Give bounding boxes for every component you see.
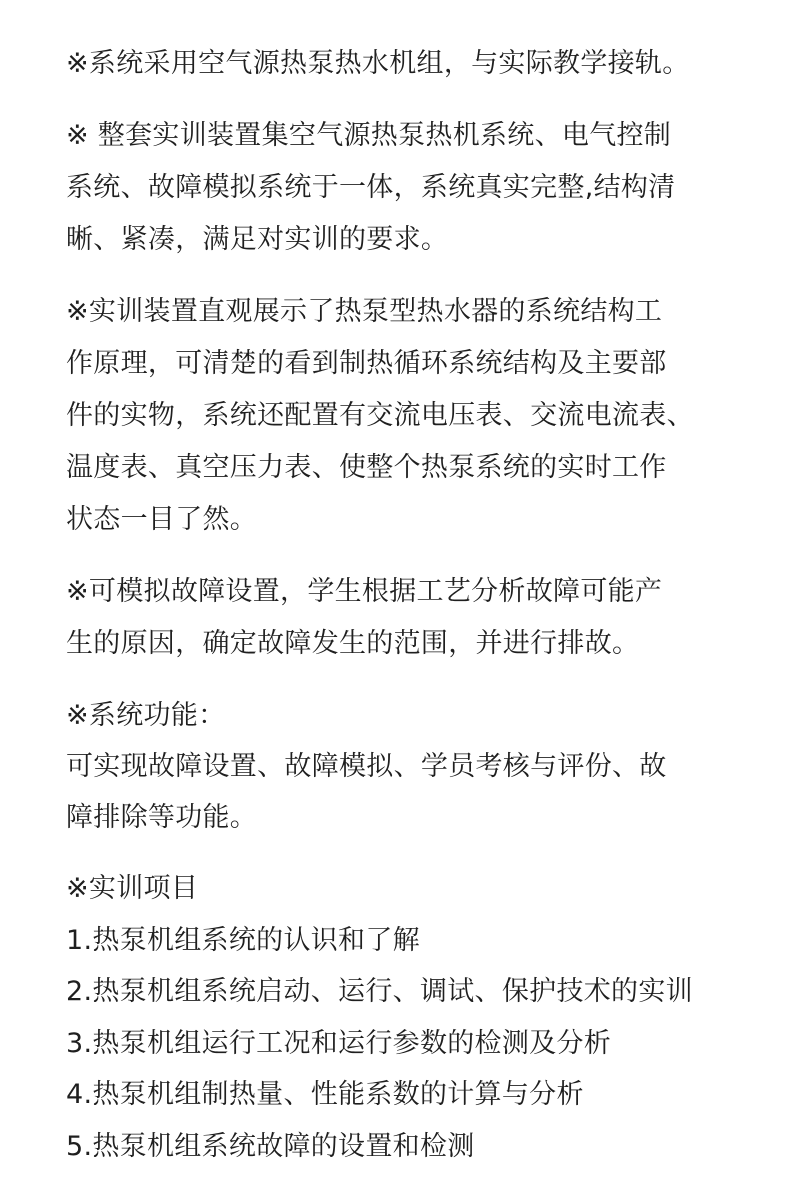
text-line: ※ 整套实训装置集空气源热泵热机系统、电气控制 [66,120,672,151]
project-item: 5.热泵机组系统故障的设置和检测 [66,1130,475,1162]
text-line: 生的原因，确定故障发生的范围，并进行排故。 [66,628,640,659]
fault-paragraph [66,566,766,670]
project-item: 1.热泵机组系统的认识和了解 [66,924,420,956]
project-item: 2.热泵机组系统启动、运行、调试、保护技术的实训 [66,976,693,1007]
project-item: 4.热泵机组制热量、性能系数的计算与分析 [66,1079,584,1110]
document-body [66,38,766,1192]
projects-heading: ※实训项目 [66,873,199,904]
text-line: 件的实物，系统还配置有交流电压表、交流电流表、 [66,400,694,431]
text-line: ※系统采用空气源热泵热水机组，与实际教学接轨。 [66,48,690,79]
features-section [66,690,766,843]
integration-paragraph [66,110,766,266]
text-line: 可实现故障设置、故障模拟、学员考核与评份、故 [66,751,667,782]
text-line: ※实训装置直观展示了热泵型热水器的系统结构工 [66,296,663,327]
intro-paragraph [66,38,766,90]
text-line: 系统、故障模拟系统于一体，系统真实完整,结构清 [66,172,676,203]
text-line: 障排除等功能。 [66,802,258,833]
features-heading: ※系统功能： [66,700,226,731]
project-item: 3.热泵机组运行工况和运行参数的检测及分析 [66,1027,612,1059]
projects-section [66,863,766,1172]
text-line: ※可模拟故障设置，学生根据工艺分析故障可能产 [66,576,663,607]
text-line: 温度表、真空压力表、使整个热泵系统的实时工作 [66,452,667,483]
text-line: 状态一目了然。 [66,504,258,535]
text-line: 晰、紧凑，满足对实训的要求。 [66,224,449,255]
text-line: 作原理，可清楚的看到制热循环系统结构及主要部 [66,348,667,379]
display-paragraph [66,286,766,546]
